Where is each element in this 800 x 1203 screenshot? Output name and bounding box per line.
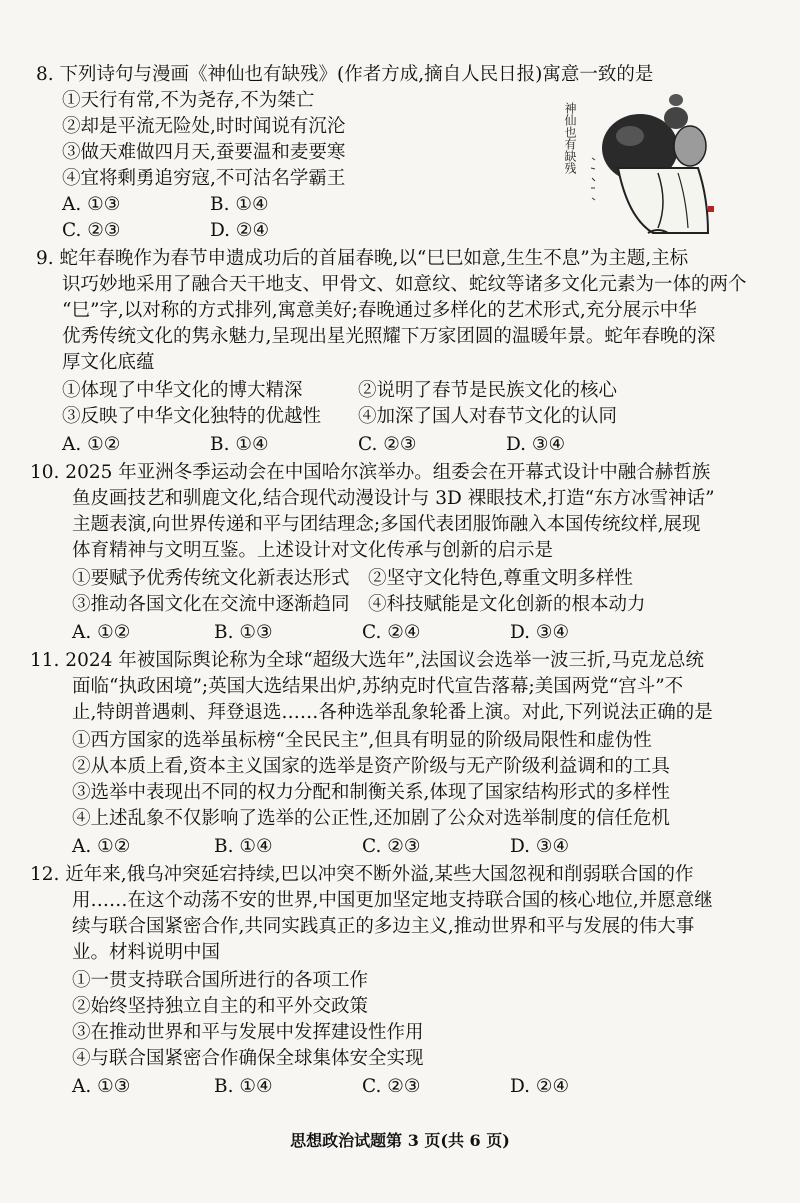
q10-choice-d: D. ③④ [510, 622, 570, 643]
cartoon-illustration [558, 88, 738, 238]
cartoon-figure-icon [558, 88, 738, 238]
q9-stem-line-5: 厚文化底蕴 [62, 352, 155, 373]
q8-choice-a: A. ①③ [62, 194, 121, 215]
q10-stem-line-3: 主题表演,向世界传递和平与团结理念;多国代表团服饰融入本国传统纹样,展现 [72, 514, 701, 535]
q10-choice-a: A. ①② [72, 622, 131, 643]
q12-choice-c: C. ②③ [362, 1076, 421, 1097]
q9-stem-line-3: “巳”字,以对称的方式排列,寓意美好;春晚通过多样化的艺术形式,充分展示中华 [62, 300, 697, 321]
q10-item-1: ①要赋予优秀传统文化新表达形式 [72, 568, 350, 589]
q9-choice-d: D. ③④ [506, 434, 566, 455]
q10-stem-line-2: 鱼皮画技艺和驯鹿文化,结合现代动漫设计与 3D 裸眼技术,打造“东方冰雪神话” [72, 488, 715, 509]
q8-choice-b: B. ①④ [210, 194, 269, 215]
q9-choice-c: C. ②③ [358, 434, 417, 455]
q8-stem: 8. 下列诗句与漫画《神仙也有缺残》(作者方成,摘自人民日报)寓意一致的是 [36, 64, 654, 85]
q12-choice-d: D. ②④ [510, 1076, 570, 1097]
q9-stem-line-1: 9. 蛇年春晚作为春节申遗成功后的首届春晚,以“巳巳如意,生生不息”为主题,主标 [36, 248, 689, 269]
q9-stem-line-2: 识巧妙地采用了融合天干地支、甲骨文、如意纹、蛇纹等诸多文化元素为一体的两个 [62, 274, 747, 295]
q8-item-4: ④宜将剩勇追穷寇,不可沽名学霸王 [62, 168, 346, 189]
q12-item-2: ②始终坚持独立自主的和平外交政策 [72, 996, 369, 1017]
q12-stem-line-3: 续与联合国紧密合作,共同实践真正的多边主义,推动世界和平与发展的伟大事 [72, 916, 695, 937]
q11-item-3: ③选举中表现出不同的权力分配和制衡关系,体现了国家结构形式的多样性 [72, 782, 670, 803]
q9-item-3: ③反映了中华文化独特的优越性 [62, 406, 322, 427]
cartoon-title: 神仙也有缺残 [563, 102, 577, 174]
q12-item-4: ④与联合国紧密合作确保全球集体安全实现 [72, 1048, 424, 1069]
q11-choice-b: B. ①④ [214, 836, 273, 857]
q10-item-4: ④科技赋能是文化创新的根本动力 [368, 594, 646, 615]
q11-choice-c: C. ②③ [362, 836, 421, 857]
q9-item-2: ②说明了春节是民族文化的核心 [358, 380, 618, 401]
q8-item-3: ③做天难做四月天,蚕要温和麦要寒 [62, 142, 346, 163]
q9-item-1: ①体现了中华文化的博大精深 [62, 380, 303, 401]
q8-item-1: ①天行有常,不为尧存,不为桀亡 [62, 90, 315, 111]
q8-choice-c: C. ②③ [62, 220, 121, 241]
q9-item-4: ④加深了国人对春节文化的认同 [358, 406, 618, 427]
q11-stem-line-2: 面临“执政困境”;英国大选结果出炉,苏纳克时代宣告落幕;美国两党“宫斗”不 [72, 676, 684, 697]
q9-stem-line-4: 优秀传统文化的隽永魅力,呈现出星光照耀下万家团圆的温暖年景。蛇年春晚的深 [62, 326, 716, 347]
q10-item-2: ②坚守文化特色,尊重文明多样性 [368, 568, 633, 589]
q12-stem-line-4: 业。材料说明中国 [72, 942, 221, 963]
q12-item-3: ③在推动世界和平与发展中发挥建设性作用 [72, 1022, 424, 1043]
q12-item-1: ①一贯支持联合国所进行的各项工作 [72, 970, 369, 991]
q10-stem-line-1: 10. 2025 年亚洲冬季运动会在中国哈尔滨举办。组委会在开幕式设计中融合赫哲族 [30, 462, 711, 483]
q8-choice-d: D. ②④ [210, 220, 270, 241]
q11-item-2: ②从本质上看,资本主义国家的选举是资产阶级与无产阶级利益调和的工具 [72, 756, 670, 777]
q11-choice-d: D. ③④ [510, 836, 570, 857]
q8-item-2: ②却是平流无险处,时时闻说有沉沦 [62, 116, 346, 137]
q10-choice-b: B. ①③ [214, 622, 273, 643]
q11-item-4: ④上述乱象不仅影响了选举的公正性,还加剧了公众对选举制度的信任危机 [72, 808, 670, 829]
q10-choice-c: C. ②④ [362, 622, 421, 643]
q11-stem-line-3: 止,特朗普遇刺、拜登退选……各种选举乱象轮番上演。对此,下列说法正确的是 [72, 702, 713, 723]
q10-stem-line-4: 体育精神与文明互鉴。上述设计对文化传承与创新的启示是 [72, 540, 554, 561]
page-footer: 思想政治试题第 3 页(共 6 页) [290, 1131, 510, 1150]
q11-item-1: ①西方国家的选举虽标榜“全民民主”,但具有明显的阶级局限性和虚伪性 [72, 730, 652, 751]
q12-choice-b: B. ①④ [214, 1076, 273, 1097]
q9-choice-a: A. ①② [62, 434, 121, 455]
q12-stem-line-2: 用……在这个动荡不安的世界,中国更加坚定地支持联合国的核心地位,并愿意继 [72, 890, 713, 911]
q11-stem-line-1: 11. 2024 年被国际舆论称为全球“超级大选年”,法国议会选举一波三折,马克龙总统 [30, 650, 704, 671]
q9-choice-b: B. ①④ [210, 434, 269, 455]
q12-choice-a: A. ①③ [72, 1076, 131, 1097]
q10-item-3: ③推动各国文化在交流中逐渐趋同 [72, 594, 350, 615]
q12-stem-line-1: 12. 近年来,俄乌冲突延宕持续,巴以冲突不断外溢,某些大国忽视和削弱联合国的作 [30, 864, 694, 885]
q11-choice-a: A. ①② [72, 836, 131, 857]
